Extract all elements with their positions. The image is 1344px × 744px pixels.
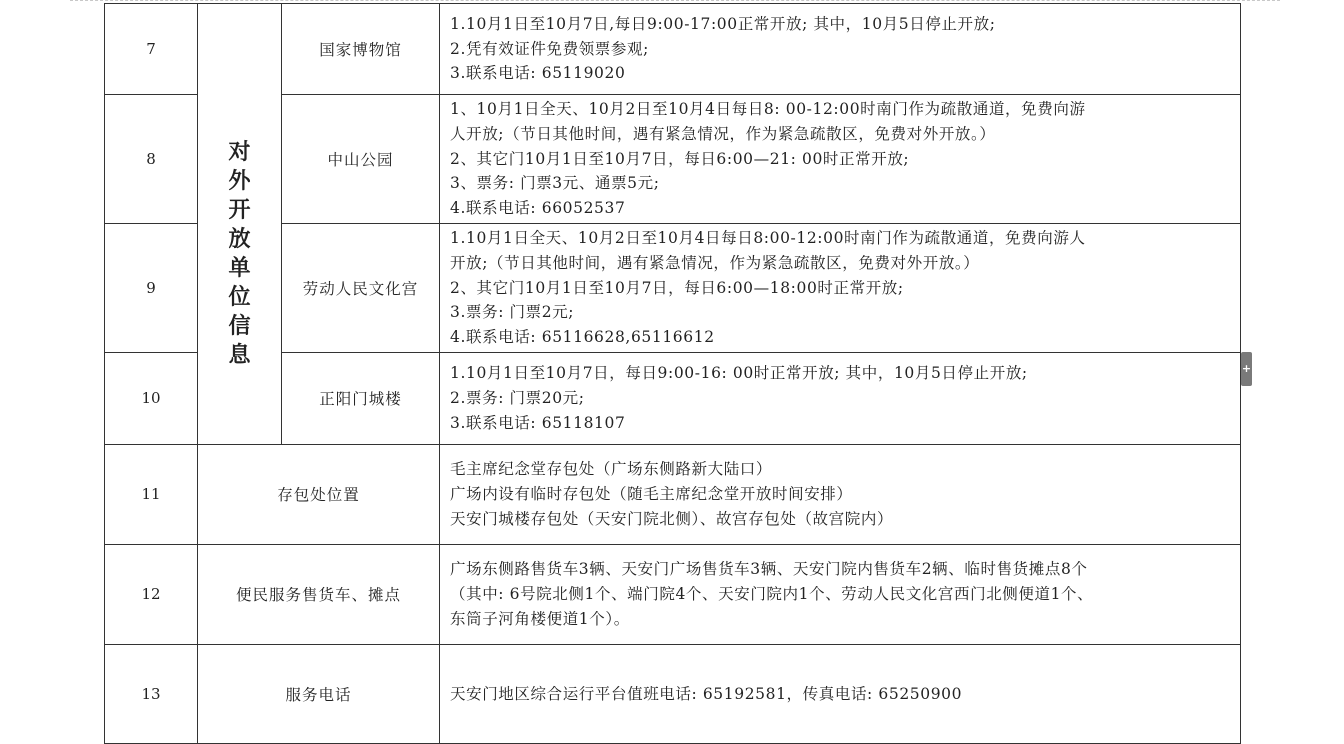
row-number: 8 xyxy=(105,95,198,224)
group-label: 对外开放单位信息 xyxy=(228,138,251,368)
detail-line: 天安门地区综合运行平台值班电话: 65192581，传真电话: 65250900 xyxy=(450,684,963,703)
unit-detail xyxy=(440,95,1241,224)
detail-line: 2.票务: 门票20元; xyxy=(450,389,585,408)
unit-detail xyxy=(440,4,1241,95)
unit-detail xyxy=(440,352,1241,444)
detail-line: 2、其它门10月1日至10月7日，每日6:00—21: 00时正常开放; xyxy=(450,149,910,168)
unit-detail xyxy=(440,223,1241,352)
detail-line: 广场内设有临时存包处（随毛主席纪念堂开放时间安排） xyxy=(450,485,853,504)
detail-line: 毛主席纪念堂存包处（广场东侧路新大陆口） xyxy=(450,460,773,479)
detail-line: 人开放;（节日其他时间，遇有紧急情况，作为紧急疏散区，免费对外开放。） xyxy=(450,124,996,143)
item-detail xyxy=(440,644,1241,743)
detail-line: 2、其它门10月1日至10月7日，每日6:00—18:00时正常开放; xyxy=(450,278,904,297)
row-number: 10 xyxy=(105,352,198,444)
item-name: 便民服务售货车、摊点 xyxy=(198,544,440,644)
detail-line: （其中: 6号院北侧1个、端门院4个、天安门院内1个、劳动人民文化宫西门北侧便道1个、 xyxy=(450,585,1094,604)
row-number: 13 xyxy=(105,644,198,743)
detail-line: 4.联系电话: 65116628,65116612 xyxy=(450,328,715,347)
detail-line: 3.联系电话: 65118107 xyxy=(450,413,626,432)
table-row xyxy=(105,444,1241,544)
detail-line: 开放;（节日其他时间，遇有紧急情况，作为紧急疏散区，免费对外开放。） xyxy=(450,253,980,272)
expand-handle-icon[interactable]: + xyxy=(1241,352,1252,386)
detail-line: 1.10月1日至10月7日,每日9:00-17:00正常开放; 其中，10月5日停止开放; xyxy=(450,14,996,33)
item-detail xyxy=(440,444,1241,544)
table-row xyxy=(105,4,1241,95)
detail-line: 3.联系电话: 65119020 xyxy=(450,64,626,83)
info-table xyxy=(104,3,1241,744)
document-sheet xyxy=(104,3,1240,737)
detail-line: 广场东侧路售货车3辆、天安门广场售货车3辆、天安门院内售货车2辆、临时售货摊点8个 xyxy=(450,560,1088,579)
item-name: 服务电话 xyxy=(198,644,440,743)
table-row xyxy=(105,644,1241,743)
detail-line: 1.10月1日全天、10月2日至10月4日每日8:00-12:00时南门作为疏散通道，免费向游人 xyxy=(450,228,1086,247)
unit-name: 中山公园 xyxy=(282,95,440,224)
detail-line: 3.票务: 门票2元; xyxy=(450,303,575,322)
item-detail xyxy=(440,544,1241,644)
detail-line: 1、10月1日全天、10月2日至10月4日每日8: 00-12:00时南门作为疏散通道，免费向游 xyxy=(450,100,1086,118)
detail-line: 4.联系电话: 66052537 xyxy=(450,199,626,218)
detail-line: 3、票务: 门票3元、通票5元; xyxy=(450,174,660,193)
unit-name: 正阳门城楼 xyxy=(282,352,440,444)
row-number: 9 xyxy=(105,223,198,352)
table-row xyxy=(105,544,1241,644)
group-label-cell xyxy=(198,4,282,445)
detail-line: 2.凭有效证件免费领票参观; xyxy=(450,39,649,58)
row-number: 12 xyxy=(105,544,198,644)
detail-line: 1.10月1日至10月7日，每日9:00-16: 00时正常开放; 其中，10月5日停止开放; xyxy=(450,364,1028,383)
row-number: 7 xyxy=(105,4,198,95)
row-number: 11 xyxy=(105,444,198,544)
detail-line: 天安门城楼存包处（天安门院北侧）、故宫存包处（故宫院内） xyxy=(450,509,894,528)
detail-line: 东筒子河角楼便道1个）。 xyxy=(450,609,630,628)
unit-name: 劳动人民文化宫 xyxy=(282,223,440,352)
item-name: 存包处位置 xyxy=(198,444,440,544)
unit-name: 国家博物馆 xyxy=(282,4,440,95)
